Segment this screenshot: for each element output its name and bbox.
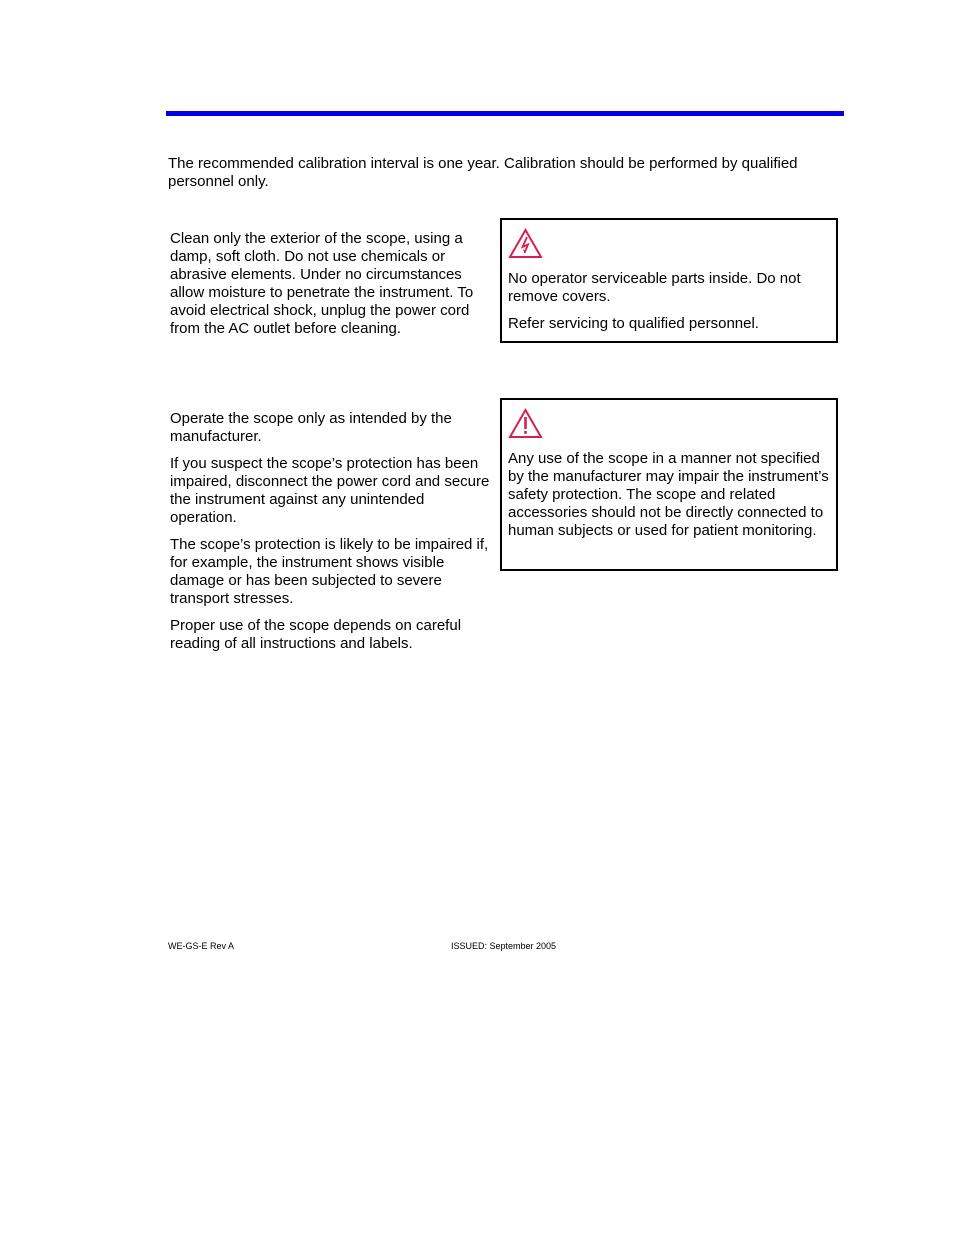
- header-rule: [166, 111, 844, 116]
- calibration-paragraph: The recommended calibration interval is one year. Calibration should be performed by qualified personnel only.: [168, 155, 798, 190]
- operation-section: [170, 410, 492, 662]
- operation-paragraph: Operate the scope only as intended by the manufacturer.: [170, 410, 452, 445]
- shock-warning-line-1: No operator serviceable parts inside. Do not remove covers.: [508, 270, 801, 305]
- operation-paragraph: If you suspect the scope’s protection has been impaired, disconnect the power cord and secure the instrument against any unintended operation.: [170, 455, 490, 526]
- caution-exclamation-icon: [508, 408, 543, 439]
- shock-warning-box: [500, 218, 838, 343]
- footer-issued-date: ISSUED: September 2005: [451, 941, 557, 951]
- cleaning-paragraph: Clean only the exterior of the scope, using a damp, soft cloth. Do not use chemicals or abrasive elements. Under no circumstances allow moisture to penetrate the instrument. To avoid electrical shock, unplug the power cord from the AC outlet before cleaning.: [170, 230, 474, 337]
- operation-paragraph: The scope’s protection is likely to be impaired if, for example, the instrument shows visible damage or has been subjected to severe transport stresses.: [170, 536, 489, 607]
- caution-warning-box: [500, 398, 838, 571]
- shock-warning-line-2: Refer servicing to qualified personnel.: [508, 315, 759, 332]
- cleaning-section: [170, 230, 492, 347]
- footer-doc-id: WE-GS-E Rev A: [168, 941, 235, 951]
- caution-warning-text: Any use of the scope in a manner not specified by the manufacturer may impair the instrument’s safety protection. The scope and related accessories should not be directly connected to human subjects or used for patient monitoring.: [508, 450, 829, 539]
- electrical-hazard-icon: [508, 228, 543, 259]
- operation-paragraph: Proper use of the scope depends on careful reading of all instructions and labels.: [170, 617, 462, 652]
